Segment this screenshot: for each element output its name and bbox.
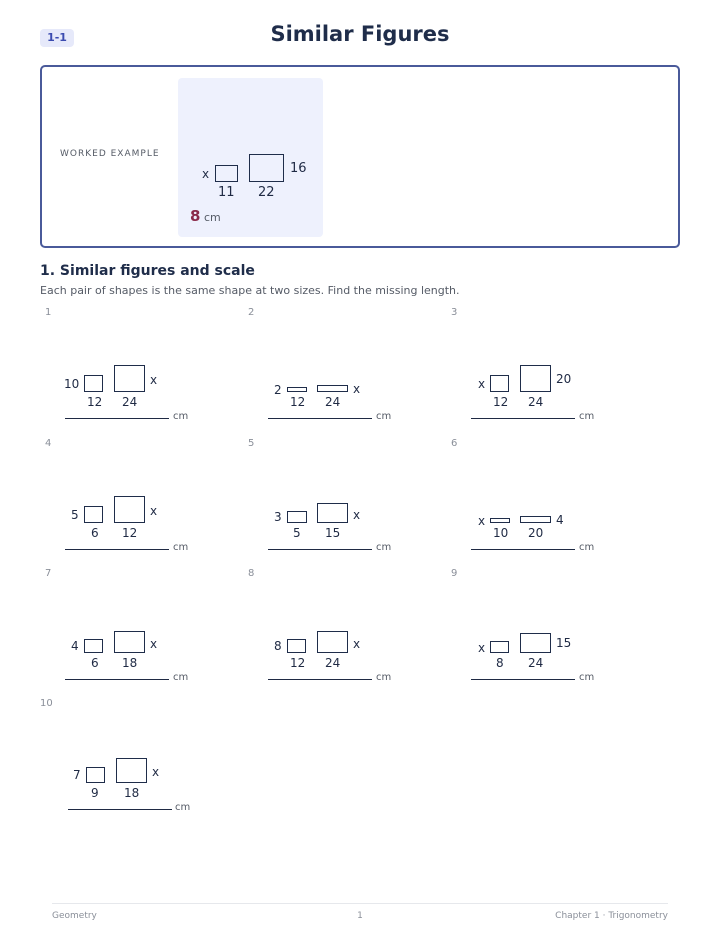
section-instructions: Each pair of shapes is the same shape at two sizes. Find the missing length. — [40, 284, 460, 297]
large-side-label: 4 — [556, 513, 564, 527]
large-side-label: x — [150, 637, 158, 651]
large-side-label: x — [353, 382, 361, 396]
large-base-label: 18 — [124, 786, 140, 800]
large-rectangle — [317, 385, 348, 392]
large-base-label: 24 — [528, 656, 544, 670]
lesson-badge: 1-1 — [40, 29, 74, 47]
footer-course: Geometry — [52, 911, 97, 921]
large-base-label: 15 — [325, 526, 341, 540]
problem-number: 7 — [45, 568, 52, 579]
problem-8 — [248, 568, 448, 698]
answer-line[interactable] — [471, 679, 575, 680]
footer-page-number: 1 — [357, 911, 363, 921]
small-base-label: 12 — [290, 656, 306, 670]
problem-number: 4 — [45, 438, 52, 449]
small-rectangle — [84, 506, 103, 523]
small-side-label: 5 — [71, 508, 79, 522]
large-rectangle — [520, 516, 551, 523]
large-rectangle — [520, 633, 551, 653]
section-heading: 1. Similar figures and scale — [40, 263, 255, 279]
large-rectangle — [317, 631, 348, 653]
large-rectangle — [317, 503, 348, 523]
large-base-label: 24 — [528, 395, 544, 409]
small-base-label: 6 — [91, 526, 99, 540]
example-large-side-label: 16 — [290, 161, 307, 176]
small-base-label: 12 — [87, 395, 103, 409]
answer-unit: cm — [175, 802, 191, 813]
problem-2 — [248, 307, 448, 437]
small-side-label: x — [478, 377, 486, 391]
large-base-label: 20 — [528, 526, 544, 540]
problem-number: 6 — [451, 438, 458, 449]
answer-unit: cm — [579, 672, 595, 683]
large-side-label: x — [353, 508, 361, 522]
answer-line[interactable] — [68, 809, 172, 810]
small-base-label: 9 — [91, 786, 99, 800]
worked-example-label: WORKED EXAMPLE — [60, 149, 160, 159]
problem-4 — [45, 438, 245, 568]
problem-number: 10 — [40, 698, 53, 709]
small-base-label: 12 — [493, 395, 509, 409]
answer-line[interactable] — [65, 679, 169, 680]
answer-unit: cm — [579, 542, 595, 553]
small-rectangle — [490, 518, 510, 523]
problem-1 — [45, 307, 245, 437]
large-side-label: x — [152, 765, 160, 779]
large-rectangle — [114, 365, 145, 392]
answer-line[interactable] — [268, 549, 372, 550]
answer-unit: cm — [173, 672, 189, 683]
small-side-label: 4 — [71, 639, 79, 653]
answer-line[interactable] — [65, 549, 169, 550]
small-side-label: 10 — [64, 377, 80, 391]
answer-unit: cm — [376, 672, 392, 683]
large-rectangle — [520, 365, 551, 392]
problem-number: 9 — [451, 568, 458, 579]
large-rectangle — [114, 631, 145, 653]
answer-line[interactable] — [65, 418, 169, 419]
small-rectangle — [84, 375, 103, 392]
example-large-rectangle — [249, 154, 284, 182]
small-side-label: x — [478, 641, 486, 655]
small-rectangle — [84, 639, 103, 653]
problem-5 — [248, 438, 448, 568]
large-side-label: x — [150, 504, 158, 518]
small-base-label: 6 — [91, 656, 99, 670]
large-base-label: 24 — [122, 395, 138, 409]
problem-number: 3 — [451, 307, 458, 318]
example-answer-value: 8 — [190, 207, 201, 225]
large-base-label: 12 — [122, 526, 138, 540]
worked-example-box — [40, 65, 680, 248]
page-title: Similar Figures — [270, 22, 450, 46]
answer-line[interactable] — [268, 418, 372, 419]
large-rectangle — [114, 496, 145, 523]
large-side-label: x — [150, 373, 158, 387]
small-rectangle — [86, 767, 105, 783]
large-base-label: 24 — [325, 395, 341, 409]
answer-unit: cm — [376, 411, 392, 422]
problem-7 — [45, 568, 245, 698]
small-rectangle — [490, 641, 509, 653]
example-answer — [190, 207, 221, 225]
footer-divider — [52, 903, 668, 904]
example-small-rectangle — [215, 165, 238, 182]
small-side-label: 8 — [274, 639, 282, 653]
problem-9 — [451, 568, 651, 698]
answer-unit: cm — [376, 542, 392, 553]
problem-number: 2 — [248, 307, 255, 318]
example-small-base-label: 11 — [218, 185, 235, 200]
example-small-side-label: x — [202, 167, 210, 181]
problem-number: 1 — [45, 307, 52, 318]
answer-line[interactable] — [471, 549, 575, 550]
example-large-base-label: 22 — [258, 185, 275, 200]
small-base-label: 12 — [290, 395, 306, 409]
small-base-label: 8 — [496, 656, 504, 670]
answer-line[interactable] — [268, 679, 372, 680]
large-side-label: x — [353, 637, 361, 651]
small-side-label: 3 — [274, 510, 282, 524]
footer-chapter: Chapter 1 · Trigonometry — [555, 911, 668, 921]
worked-example-panel — [178, 78, 323, 237]
large-side-label: 15 — [556, 636, 572, 650]
problem-6 — [451, 438, 651, 568]
large-base-label: 24 — [325, 656, 341, 670]
answer-unit: cm — [579, 411, 595, 422]
example-answer-unit: cm — [203, 211, 221, 224]
problem-number: 5 — [248, 438, 255, 449]
small-side-label: 2 — [274, 383, 282, 397]
small-rectangle — [490, 375, 509, 392]
small-side-label: 7 — [73, 768, 81, 782]
problem-3 — [451, 307, 651, 437]
large-base-label: 18 — [122, 656, 138, 670]
small-base-label: 5 — [293, 526, 301, 540]
small-side-label: x — [478, 514, 486, 528]
problem-number: 8 — [248, 568, 255, 579]
small-base-label: 10 — [493, 526, 509, 540]
large-rectangle — [116, 758, 147, 783]
problem-10 — [40, 698, 240, 828]
small-rectangle — [287, 511, 307, 523]
large-side-label: 20 — [556, 372, 572, 386]
answer-line[interactable] — [471, 418, 575, 419]
answer-unit: cm — [173, 411, 189, 422]
small-rectangle — [287, 387, 307, 392]
small-rectangle — [287, 639, 306, 653]
answer-unit: cm — [173, 542, 189, 553]
